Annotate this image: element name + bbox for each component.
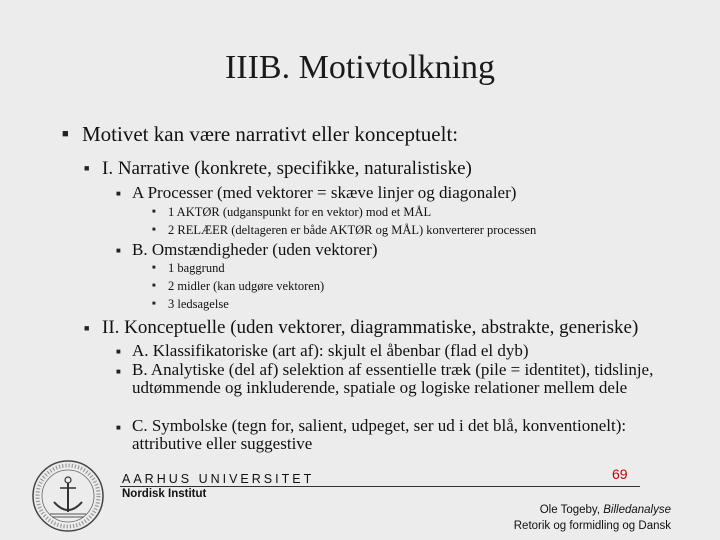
square-bullet-icon: ■ (152, 283, 156, 289)
bullet-level4: 1 baggrund (168, 261, 225, 275)
square-bullet-icon: ■ (62, 128, 69, 140)
page-number: 69 (612, 466, 628, 482)
square-bullet-icon: ■ (116, 246, 121, 255)
square-bullet-icon: ■ (152, 209, 156, 215)
department-name: Retorik og formidling og Dansk (513, 520, 671, 532)
bullet-level1: Motivet kan være narrativt eller konceptuelt: (82, 122, 459, 146)
bullet-level2: I. Narrative (konkrete, specifikke, naturalistiske) (102, 158, 472, 179)
slide-title: IIIB. Motivtolkning (224, 49, 496, 86)
author-credit (540, 504, 671, 516)
bullet-level4: 2 midler (kan udgøre vektoren) (168, 279, 325, 293)
bullet-level3: A Processer (med vektorer = skæve linjer og diagonaler) (132, 183, 517, 202)
square-bullet-icon: ■ (116, 367, 121, 376)
bullet-level3: C. Symbolske (tegn for, salient, udpeget, ser ud i det blå, konventionelt): attributive eller suggestive (132, 416, 627, 453)
square-bullet-icon: ■ (84, 163, 90, 173)
university-name: AARHUS UNIVERSITET (122, 472, 315, 486)
bullet-level4: 3 ledsagelse (168, 297, 229, 311)
square-bullet-icon: ■ (152, 227, 156, 233)
square-bullet-icon: ■ (84, 323, 90, 333)
square-bullet-icon: ■ (116, 347, 121, 356)
square-bullet-icon: ■ (116, 189, 121, 198)
bullet-level4: 2 RELÆER (deltageren er både AKTØR og MÅL) konverterer processen (168, 223, 537, 237)
bullet-level3: A. Klassifikatoriske (art af): skjult el åbenbar (flad el dyb) (132, 341, 529, 360)
bullet-level2: II. Konceptuelle (uden vektorer, diagrammatiske, abstrakte, generiske) (102, 317, 639, 338)
author-name: Ole Togeby, (539, 504, 604, 516)
square-bullet-icon: ■ (152, 265, 156, 271)
university-seal-logo (30, 458, 106, 534)
bullet-level3: B. Analytiske (del af) selektion af essentielle træk (pile = identitet), tidslinje, udtømmende og inkluderende, spatiale og logiske relationer mellem dele (132, 360, 654, 397)
square-bullet-icon: ■ (152, 301, 156, 307)
square-bullet-icon: ■ (116, 423, 121, 432)
course-name: Billedanalyse (603, 504, 671, 516)
bullet-level4: 1 AKTØR (udganspunkt for en vektor) mod et MÅL (168, 205, 432, 219)
bullet-level3: B. Omstændigheder (uden vektorer) (132, 240, 378, 259)
institute-name: Nordisk Institut (122, 488, 207, 500)
footer-divider (120, 486, 640, 487)
